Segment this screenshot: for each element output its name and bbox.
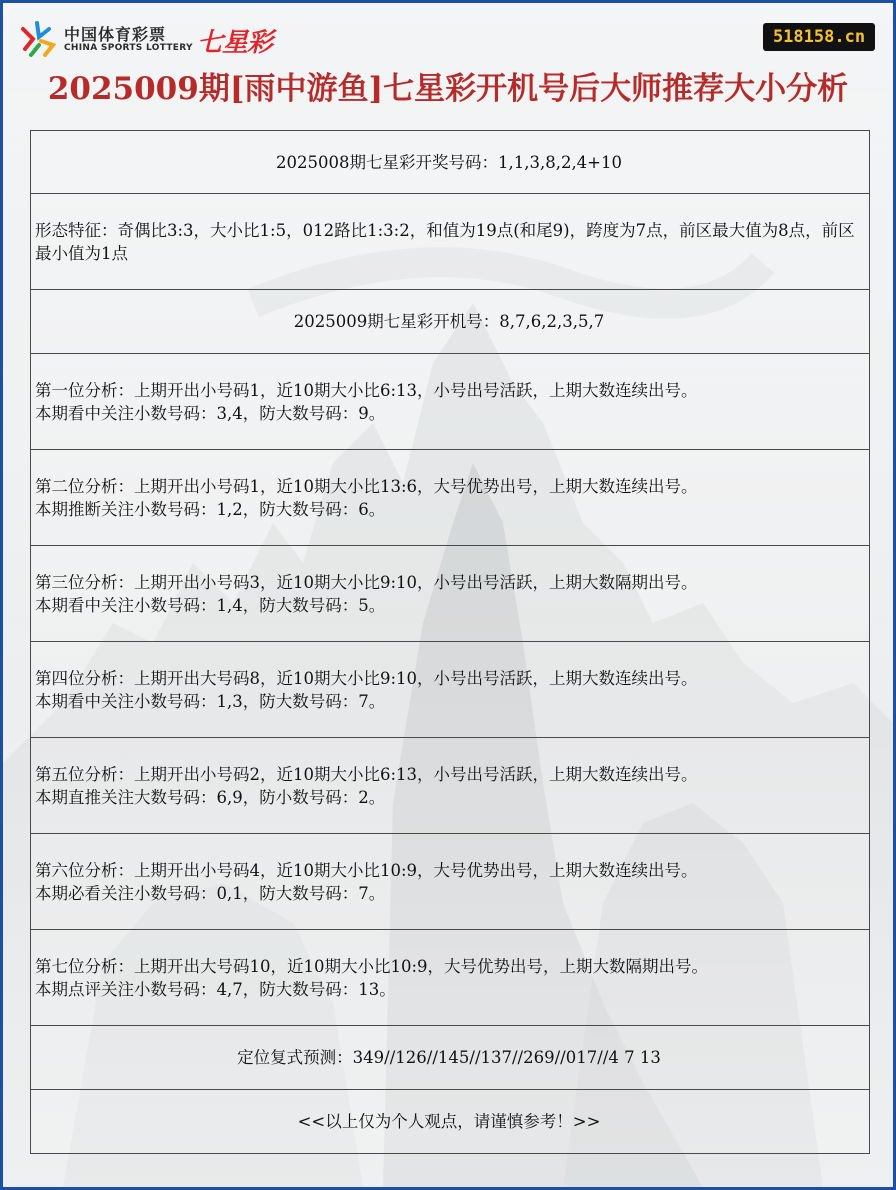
pattern-features-row [30, 194, 870, 290]
position-5-analysis [30, 738, 870, 834]
opening-numbers-text: 2025009期七星彩开机号：8,7,6,2,3,5,7 [293, 312, 605, 331]
position-4-recommendation-line: 本期看中关注小数号码：1,3，防大数号码：7。 [35, 691, 386, 711]
analysis-table [30, 130, 870, 1154]
position-5-recommendation-line: 本期直推关注大数号码：6,9，防小数号码：2。 [35, 787, 386, 807]
position-7-recommendation-line: 本期点评关注小数号码：4,7，防大数号码：13。 [35, 979, 396, 999]
logo-chinese-text: 中国体育彩票 [64, 25, 167, 44]
position-7-analysis [30, 930, 870, 1026]
position-1-analysis [30, 354, 870, 450]
position-3-analysis [30, 546, 870, 642]
site-domain-badge: 518158.cn [763, 23, 875, 51]
position-3-recommendation-line: 本期看中关注小数号码：1,4，防大数号码：5。 [35, 595, 386, 615]
position-4-analysis [30, 642, 870, 738]
page-frame [3, 3, 893, 1187]
lottery-star-logo-icon [19, 19, 59, 59]
position-1-analysis-line: 第一位分析：上期开出小号码1，近10期大小比6:13，小号出号活跃，上期大数连续出号。 [35, 380, 698, 400]
pattern-features-text: 形态特征：奇偶比3:3，大小比1:5，012路比1:3:2，和值为19点(和尾9)，跨度为7点，前区最大值为8点，前区最小值为1点 [35, 220, 855, 263]
position-7-analysis-line: 第七位分析：上期开出大号码10，近10期大小比10:9，大号优势出号，上期大数隔期出号。 [35, 956, 709, 976]
disclaimer-row [30, 1090, 870, 1154]
positional-prediction-row [30, 1026, 870, 1090]
position-6-recommendation-line: 本期必看关注小数号码：0,1，防大数号码：7。 [35, 883, 386, 903]
last-draw-text: 2025008期七星彩开奖号码：1,1,3,8,2,4+10 [275, 152, 623, 172]
position-3-analysis-line: 第三位分析：上期开出小号码3，近10期大小比9:10，小号出号活跃，上期大数隔期出号。 [35, 572, 698, 592]
position-1-recommendation-line: 本期看中关注小数号码：3,4，防大数号码：9。 [35, 403, 386, 423]
disclaimer-text: <<以上仅为个人观点，请谨慎参考！>> [297, 1112, 601, 1131]
logo-english-text: CHINA SPORTS LOTTERY [64, 43, 193, 53]
opening-numbers-row [30, 290, 870, 354]
position-2-recommendation-line: 本期推断关注小数号码：1,2，防大数号码：6。 [35, 499, 386, 519]
lottery-logo [19, 19, 279, 59]
position-5-analysis-line: 第五位分析：上期开出小号码2，近10期大小比6:13，小号出号活跃，上期大数连续出号。 [35, 764, 698, 784]
last-draw-row [30, 130, 870, 194]
position-2-analysis [30, 450, 870, 546]
positional-prediction-text: 定位复式预测：349//126//145//137//269//017//4 7 13 [237, 1048, 661, 1067]
position-6-analysis [30, 834, 870, 930]
position-2-analysis-line: 第二位分析：上期开出小号码1，近10期大小比13:6，大号优势出号，上期大数连续出号。 [35, 476, 698, 496]
page-title: 2025009期[雨中游鱼]七星彩开机号后大师推荐大小分析 [47, 71, 849, 107]
position-6-analysis-line: 第六位分析：上期开出小号码4，近10期大小比10:9，大号优势出号，上期大数连续出号。 [35, 860, 698, 880]
logo-game-name: 七星彩 [197, 28, 273, 58]
position-4-analysis-line: 第四位分析：上期开出大号码8，近10期大小比9:10，小号出号活跃，上期大数连续出号。 [35, 668, 698, 688]
header [3, 3, 893, 133]
